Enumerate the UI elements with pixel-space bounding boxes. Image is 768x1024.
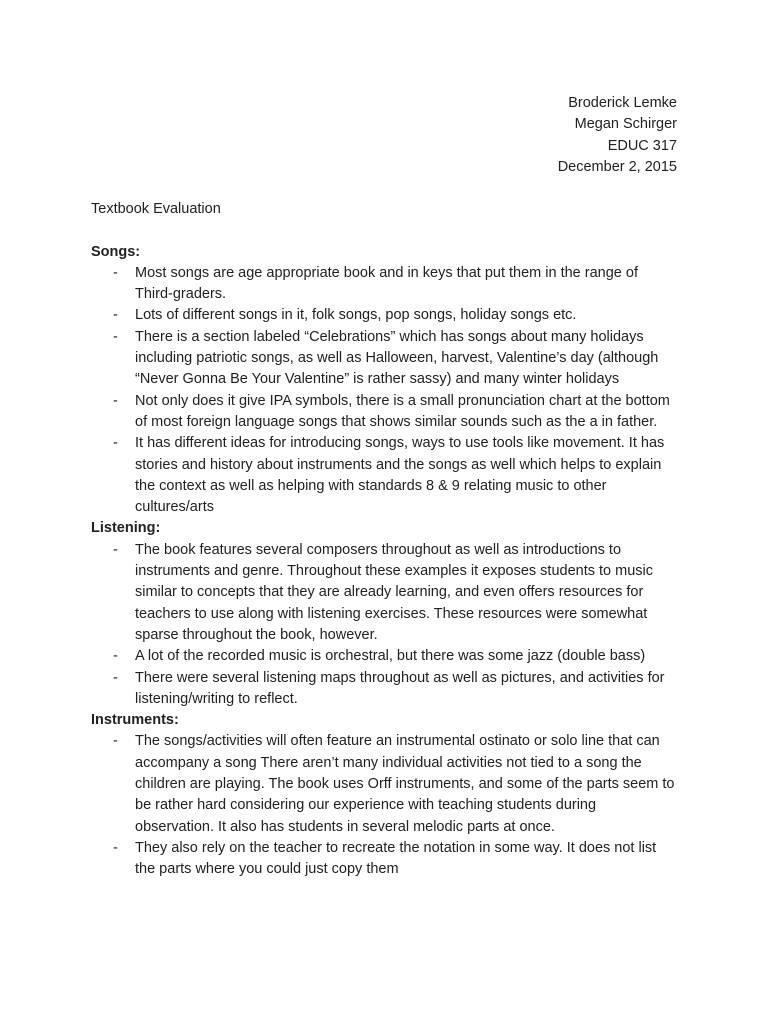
bullet-dash: - xyxy=(113,328,118,345)
list-item xyxy=(91,668,679,711)
list-item xyxy=(91,305,679,326)
document-date: December 2, 2015 xyxy=(557,158,677,175)
list-item xyxy=(91,646,679,667)
bullet-dash: - xyxy=(113,669,118,686)
section-heading-listening: Listening: xyxy=(91,520,161,537)
bullet-dash: - xyxy=(113,307,118,324)
list-item-text: It has different ideas for introducing songs, ways to use tools like movement. It has stories and history about instruments and the songs as well which helps to explain the context as well as helping with standards 8 & 9 relating music to other cultures/arts xyxy=(135,435,665,516)
list-item-text: The book features several composers throughout as well as introductions to instruments and genre. Throughout these examples it exposes students to music similar to concepts that they are already learning, and even offers resources for teachers to use along with listening exercises. These resources were somewhat sparse throughout the book, however. xyxy=(135,541,653,643)
list-item-text: Not only does it give IPA symbols, there is a small pronunciation chart at the bottom of most foreign language songs that shows similar sounds such as the a in father. xyxy=(135,392,670,430)
bullet-dash: - xyxy=(113,648,118,665)
author-header xyxy=(558,93,677,178)
bullet-dash: - xyxy=(113,392,118,409)
document-title: Textbook Evaluation xyxy=(91,201,221,217)
document-body xyxy=(91,199,691,881)
list-item-text: Lots of different songs in it, folk songs, pop songs, holiday songs etc. xyxy=(135,307,577,324)
listening-list xyxy=(91,540,691,710)
list-item xyxy=(91,433,679,518)
author-name-1: Broderick Lemke xyxy=(568,95,677,111)
list-item-text: The songs/activities will often feature an instrumental ostinato or solo line that can accompany a song There aren’t many individual activities not tied to a song the children are playing. The book uses Orff instruments, and some of the parts seem to be rather hard considering our experience with teaching students during observation. It also has students in several melodic parts at once. xyxy=(135,733,675,835)
list-item xyxy=(91,263,679,306)
bullet-dash: - xyxy=(113,839,118,856)
list-item-text: They also rely on the teacher to recreate the notation in some way. It does not list the parts where you could just copy them xyxy=(135,839,657,878)
author-name-2: Megan Schirger xyxy=(574,116,677,133)
list-item xyxy=(91,838,679,881)
list-item-text: There is a section labeled “Celebrations” which has songs about many holidays including patriotic songs, as well as Halloween, harvest, Valentine’s day (although “Never Gonna Be Your Valentine” is rather sassy) and many winter holidays xyxy=(135,328,659,388)
list-item xyxy=(91,327,679,391)
section-heading-instruments: Instruments: xyxy=(91,712,179,729)
list-item xyxy=(91,540,679,646)
list-item-text: Most songs are age appropriate book and in keys that put them in the range of Third-graders. xyxy=(135,264,638,303)
list-item xyxy=(91,391,679,434)
bullet-dash: - xyxy=(113,435,118,452)
section-heading-songs: Songs: xyxy=(91,243,141,260)
course-code: EDUC 317 xyxy=(607,137,677,154)
blank-line xyxy=(91,220,691,241)
instruments-list xyxy=(91,731,691,880)
songs-list xyxy=(91,263,691,519)
bullet-dash: - xyxy=(113,264,118,281)
list-item-text: A lot of the recorded music is orchestral, but there was some jazz (double bass) xyxy=(135,648,646,665)
list-item-text: There were several listening maps throughout as well as pictures, and activities for listening/writing to reflect. xyxy=(135,669,665,707)
bullet-dash: - xyxy=(113,733,118,750)
list-item xyxy=(91,731,679,837)
bullet-dash: - xyxy=(113,541,118,558)
